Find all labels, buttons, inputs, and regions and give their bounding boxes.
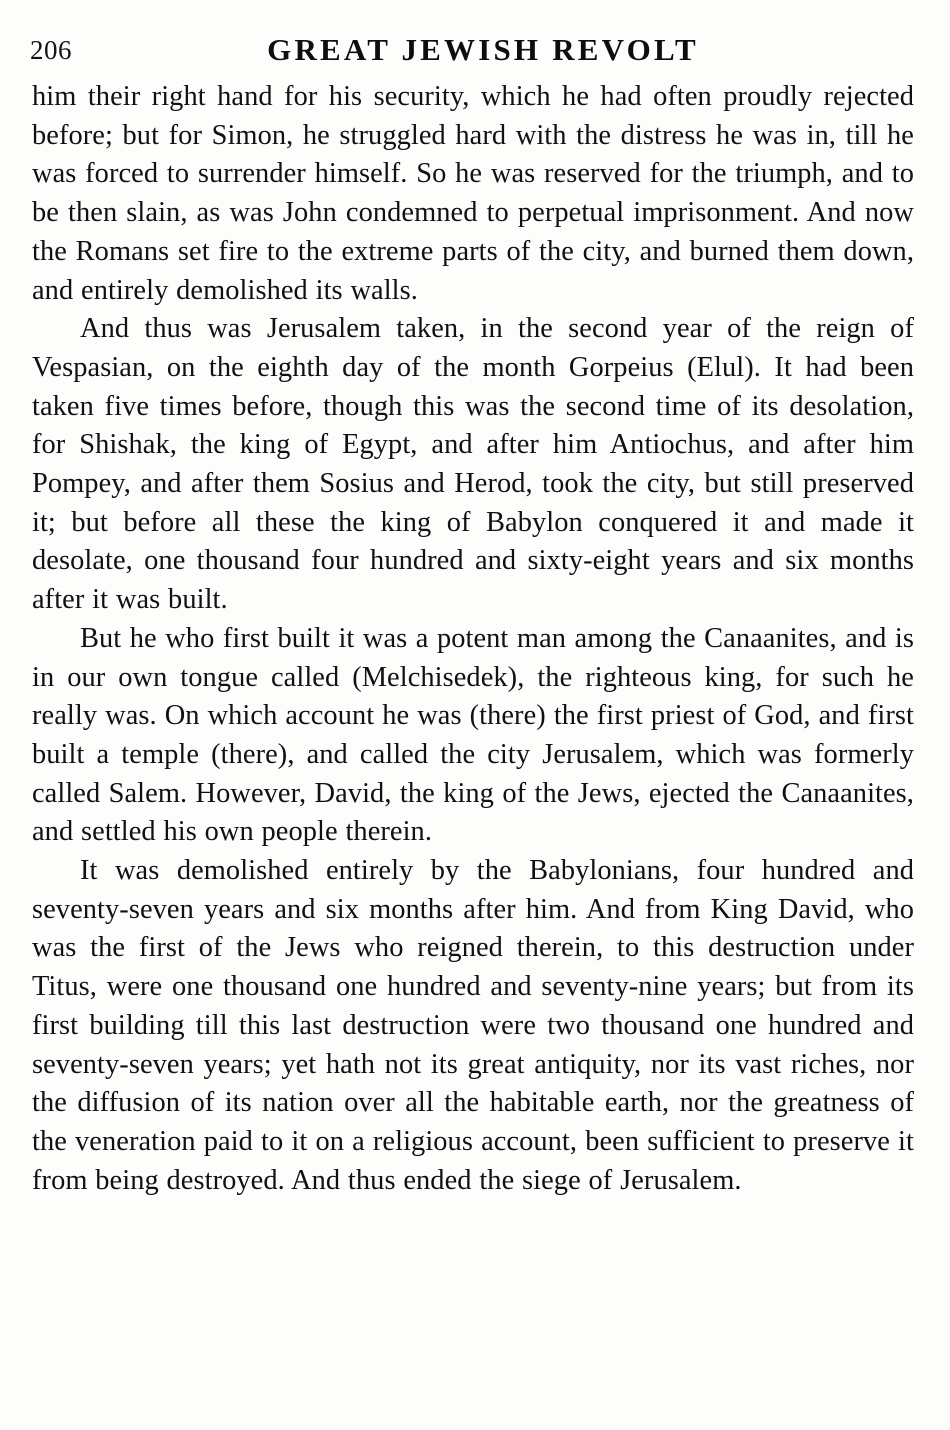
paragraph-3: But he who first built it was a potent man among the Canaanites, and is in our own tongue called (Melchisedek), the righteous king, for such he really was. On which account he was (there) the first priest of God, and first built a temple (there), and called the city Jerusalem, which was formerly called Salem. However, David, the king of the Jews, ejected the Canaanites, and settled his own people therein. <box>32 622 914 848</box>
running-head: GREAT JEWISH REVOLT <box>267 32 699 67</box>
paragraph-4: It was demolished entirely by the Babylonians, four hundred and seventy-seven years and six months after him. And from King David, who was the first of the Jews who reigned therein, to this destruction under Titus, were one thousand one hundred and seventy-nine years; but from its first building till this last destruction were two thousand one hundred and seventy-seven years; yet hath not its great antiquity, nor its vast riches, nor the diffusion of its nation over all the habitable earth, nor the greatness of the veneration paid to it on a religious account, been sufficient to preserve it from being destroyed. And thus ended the siege of Jerusalem. <box>32 855 914 1196</box>
paragraph-2: And thus was Jerusalem taken, in the second year of the reign of Vespasian, on the eighth day of the month Gorpeius (Elul). It had been taken five times before, though this was the second time of its desolation, for Shishak, the king of Egypt, and after him Antiochus, and after him Pompey, and after them Sosius and Herod, took the city, but still preserved it; but before all these the king of Babylon conquered it and made it desolate, one thousand four hundred and sixty-eight years and six months after it was built. <box>32 313 914 616</box>
page-body <box>32 78 914 1200</box>
paragraph-1: him their right hand for his security, which he had often proudly rejected before; but for Simon, he struggled hard with the distress he was in, till he was forced to surrender himself. So he was reserved for the triumph, and to be then slain, as was John condemned to perpetual imprisonment. And now the Romans set fire to the extreme parts of the city, and burned them down, and entirely demolished its walls. <box>32 81 914 306</box>
page-header <box>30 0 916 72</box>
page-number: 206 <box>30 35 72 65</box>
